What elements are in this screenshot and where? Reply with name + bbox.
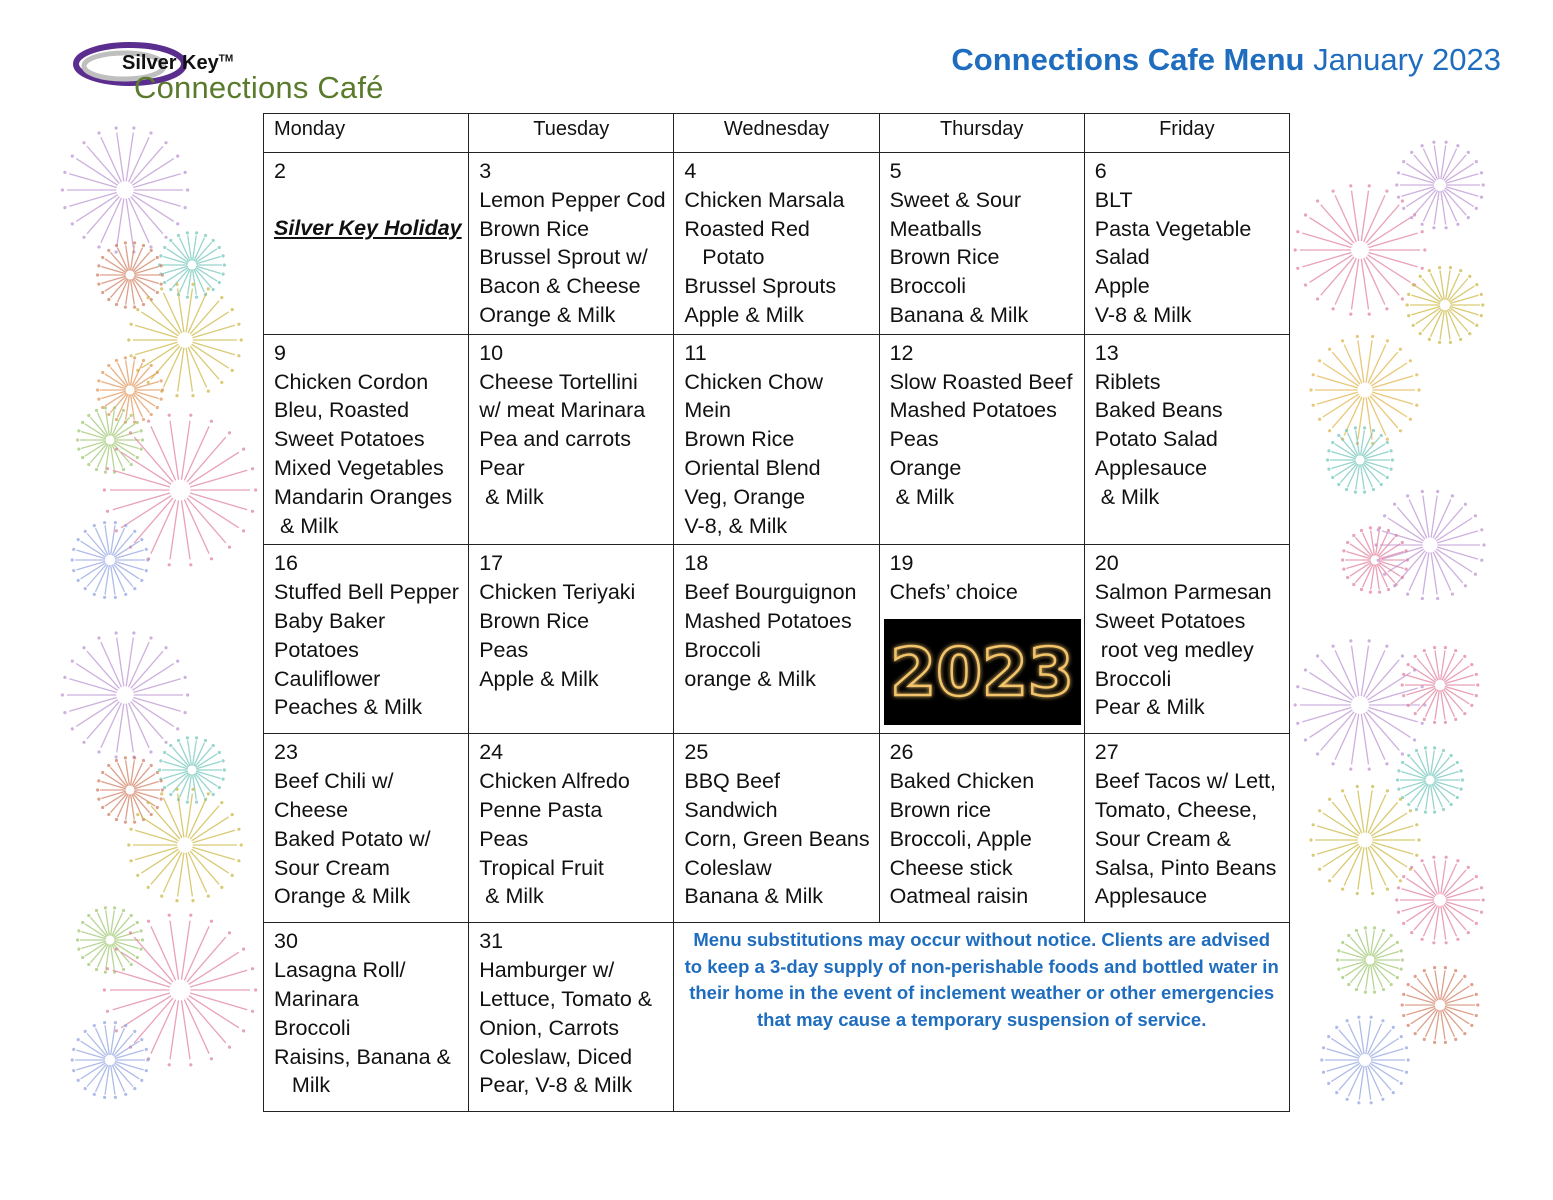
- menu-item: Peas: [479, 637, 529, 662]
- menu-item: Brown Rice: [479, 608, 590, 633]
- day-number: 16: [274, 551, 298, 576]
- menu-item: Baked Potato w/: [274, 826, 431, 851]
- day-number: 30: [274, 929, 298, 954]
- menu-item: Mashed Potatoes: [684, 608, 852, 633]
- menu-item: Bacon & Cheese: [479, 274, 641, 299]
- menu-item: Pear: [479, 455, 525, 480]
- day-cell: [879, 545, 1084, 734]
- menu-item: Chicken Teriyaki: [479, 580, 636, 605]
- menu-item: Lasagna Roll/: [274, 958, 406, 983]
- day-number: 27: [1094, 740, 1119, 765]
- menu-item: Bleu, Roasted: [274, 398, 410, 423]
- menu-item: Brown Rice: [479, 216, 590, 241]
- menu-item: & Milk: [889, 484, 955, 509]
- menu-item: Brown rice: [889, 797, 992, 822]
- day-number: 25: [684, 740, 709, 765]
- day-cell: [264, 153, 469, 335]
- menu-item: Beef Tacos w/ Lett,: [1094, 769, 1277, 794]
- menu-item: Coleslaw: [684, 855, 772, 880]
- header-friday: Friday: [1084, 114, 1289, 153]
- header-monday: Monday: [264, 114, 469, 153]
- holiday-label: Silver Key Holiday: [274, 215, 462, 240]
- menu-item: Baked Chicken: [889, 769, 1035, 794]
- menu-item: root veg medley: [1094, 637, 1254, 662]
- logo-brand: Silver Key™: [122, 52, 234, 74]
- menu-item: Salmon Parmesan: [1094, 580, 1272, 605]
- menu-item: Brown Rice: [889, 245, 1000, 270]
- menu-item: BBQ Beef: [684, 769, 780, 794]
- day-number: 18: [684, 551, 709, 576]
- menu-item: Tomato, Cheese,: [1094, 797, 1258, 822]
- menu-item: Orange: [889, 455, 962, 480]
- day-cell: [469, 334, 674, 545]
- menu-item: & Milk: [479, 484, 544, 509]
- menu-item: Pear & Milk: [1094, 695, 1205, 720]
- day-cell: [469, 734, 674, 923]
- menu-item: Riblets: [1094, 369, 1161, 394]
- day-number: 13: [1094, 340, 1119, 365]
- header-thursday: Thursday: [879, 114, 1084, 153]
- menu-item: Chicken Chow: [684, 369, 823, 394]
- menu-item: Beef Bourguignon: [684, 580, 857, 605]
- day-cell: [879, 334, 1084, 545]
- menu-item: Chefs’ choice: [889, 580, 1018, 605]
- day-cell: [879, 153, 1084, 335]
- day-cell: [674, 545, 879, 734]
- day-number: 2: [274, 159, 286, 183]
- day-number: 10: [479, 340, 504, 365]
- title-main: Connections Cafe Menu: [951, 42, 1305, 77]
- day-cell: [264, 734, 469, 923]
- menu-item: Pea and carrots: [479, 427, 631, 452]
- menu-item: Broccoli: [274, 1015, 351, 1040]
- menu-item: Applesauce: [1094, 884, 1208, 909]
- menu-item: Beef Chili w/: [274, 769, 394, 794]
- day-cell: [264, 334, 469, 545]
- menu-item: Sour Cream &: [1094, 826, 1231, 851]
- menu-item: orange & Milk: [684, 666, 816, 691]
- menu-item: w/ meat Marinara: [479, 398, 646, 423]
- menu-item: Meatballs: [889, 216, 982, 241]
- menu-item: Penne Pasta: [479, 797, 603, 822]
- menu-item: Baby Baker: [274, 608, 386, 633]
- menu-item: Apple & Milk: [684, 302, 804, 327]
- sparkler-2023-image: [884, 619, 1081, 725]
- day-number: 6: [1094, 159, 1107, 183]
- day-cell: [674, 153, 879, 335]
- menu-item: Brown Rice: [684, 427, 795, 452]
- menu-item: Applesauce: [1094, 455, 1208, 480]
- header-tuesday: Tuesday: [469, 114, 674, 153]
- menu-item: Mandarin Oranges: [274, 484, 453, 509]
- menu-item: Chicken Cordon: [274, 369, 429, 394]
- menu-item: Sandwich: [684, 797, 778, 822]
- menu-item: Roasted Red: [684, 216, 810, 241]
- menu-item: Mashed Potatoes: [889, 398, 1057, 423]
- menu-item: Chicken Alfredo: [479, 769, 630, 794]
- menu-item: Coleslaw, Diced: [479, 1044, 633, 1069]
- day-number: 3: [479, 159, 492, 183]
- week-row: [264, 153, 1290, 335]
- day-cell: [264, 923, 469, 1112]
- sparkler-2023-text: 2023: [889, 633, 1074, 711]
- menu-item: & Milk: [274, 513, 339, 538]
- menu-item: Oriental Blend: [684, 455, 821, 480]
- menu-item: Hamburger w/: [479, 958, 615, 983]
- menu-item: Sweet Potatoes: [274, 427, 425, 452]
- notice-cell: [674, 923, 1290, 1112]
- day-number: 26: [889, 740, 914, 765]
- menu-item: Banana & Milk: [889, 302, 1029, 327]
- menu-item: Broccoli, Apple: [889, 826, 1032, 851]
- menu-item: Pear, V-8 & Milk: [479, 1073, 633, 1098]
- menu-item: Stuffed Bell Pepper: [274, 580, 459, 605]
- menu-item: Cheese: [274, 797, 349, 822]
- menu-item: V-8 & Milk: [1094, 302, 1192, 327]
- menu-item: Lettuce, Tomato &: [479, 986, 653, 1011]
- menu-item: Banana & Milk: [684, 884, 824, 909]
- menu-item: BLT: [1094, 187, 1133, 212]
- day-cell: [469, 923, 674, 1112]
- menu-item: Corn, Green Beans: [684, 826, 870, 851]
- day-number: 4: [684, 159, 697, 183]
- weekday-header-row: [264, 114, 1290, 153]
- day-number: 19: [889, 551, 914, 576]
- menu-item: Raisins, Banana &: [274, 1044, 451, 1069]
- menu-item: Slow Roasted Beef: [889, 369, 1073, 394]
- menu-item: Marinara: [274, 986, 359, 1011]
- menu-item: & Milk: [479, 884, 544, 909]
- week-row: [264, 734, 1290, 923]
- menu-item: Salad: [1094, 245, 1150, 270]
- day-cell: [674, 334, 879, 545]
- day-cell: [1084, 153, 1289, 335]
- page-title: [951, 42, 1501, 78]
- menu-item: Peas: [889, 427, 939, 452]
- day-number: 9: [274, 340, 286, 365]
- day-number: 5: [889, 159, 902, 183]
- menu-item: Milk: [274, 1073, 331, 1098]
- menu-item: Chicken Marsala: [684, 187, 845, 212]
- day-number: 17: [479, 551, 504, 576]
- menu-item: Orange & Milk: [274, 884, 411, 909]
- header-wednesday: Wednesday: [674, 114, 879, 153]
- logo: [72, 40, 402, 110]
- week-row: [264, 923, 1290, 1112]
- menu-item: Salsa, Pinto Beans: [1094, 855, 1277, 880]
- logo-name: Connections Café: [134, 70, 384, 105]
- menu-item: Brussel Sprouts: [684, 274, 837, 299]
- day-number: 24: [479, 740, 504, 765]
- day-number: 31: [479, 929, 504, 954]
- menu-item: Peas: [479, 826, 529, 851]
- day-number: 20: [1094, 551, 1119, 576]
- menu-item: Sweet & Sour: [889, 187, 1022, 212]
- menu-item: Cheese Tortellini: [479, 369, 638, 394]
- menu-item: Broccoli: [684, 637, 761, 662]
- menu-item: Oatmeal raisin: [889, 884, 1029, 909]
- menu-item: Apple: [1094, 274, 1150, 299]
- week-row: [264, 334, 1290, 545]
- menu-item: Sour Cream: [274, 855, 390, 880]
- menu-item: Sweet Potatoes: [1094, 608, 1246, 633]
- menu-item: Baked Beans: [1094, 398, 1223, 423]
- week-row: [264, 545, 1290, 734]
- day-cell: [1084, 734, 1289, 923]
- menu-item: Potato: [684, 245, 765, 270]
- day-cell: [674, 734, 879, 923]
- day-number: 11: [684, 340, 707, 365]
- menu-item: Cauliflower: [274, 666, 381, 691]
- notice-text: Menu substitutions may occur without notice. Clients are advised to keep a 3-day supply of non-perishable foods and bottled water in their home in the event of inclement weather or other emergencies that may cause a temporary suspension of service.: [684, 929, 1279, 1030]
- menu-item: Lemon Pepper Cod: [479, 187, 666, 212]
- menu-calendar: [263, 113, 1290, 1112]
- menu-item: Broccoli: [1094, 666, 1172, 691]
- day-number: 23: [274, 740, 298, 765]
- menu-item: Mein: [684, 398, 731, 423]
- day-cell: [264, 545, 469, 734]
- menu-item: Peaches & Milk: [274, 695, 423, 720]
- menu-item: Brussel Sprout w/: [479, 245, 648, 270]
- title-month: January 2023: [1313, 42, 1501, 77]
- menu-item: Broccoli: [889, 274, 967, 299]
- menu-item: Cheese stick: [889, 855, 1013, 880]
- menu-item: Apple & Milk: [479, 666, 599, 691]
- menu-item: Pasta Vegetable: [1094, 216, 1252, 241]
- menu-item: Potatoes: [274, 637, 359, 662]
- day-cell: [469, 545, 674, 734]
- day-cell: [1084, 545, 1289, 734]
- menu-item: Orange & Milk: [479, 302, 616, 327]
- menu-item: V-8, & Milk: [684, 513, 788, 538]
- day-number: 12: [889, 340, 914, 365]
- day-cell: [469, 153, 674, 335]
- day-cell: [879, 734, 1084, 923]
- menu-item: & Milk: [1094, 484, 1160, 509]
- menu-item: Mixed Vegetables: [274, 455, 444, 480]
- day-cell: [1084, 334, 1289, 545]
- menu-item: Veg, Orange: [684, 484, 806, 509]
- menu-item: Potato Salad: [1094, 427, 1218, 452]
- menu-item: Onion, Carrots: [479, 1015, 619, 1040]
- menu-item: Tropical Fruit: [479, 855, 604, 880]
